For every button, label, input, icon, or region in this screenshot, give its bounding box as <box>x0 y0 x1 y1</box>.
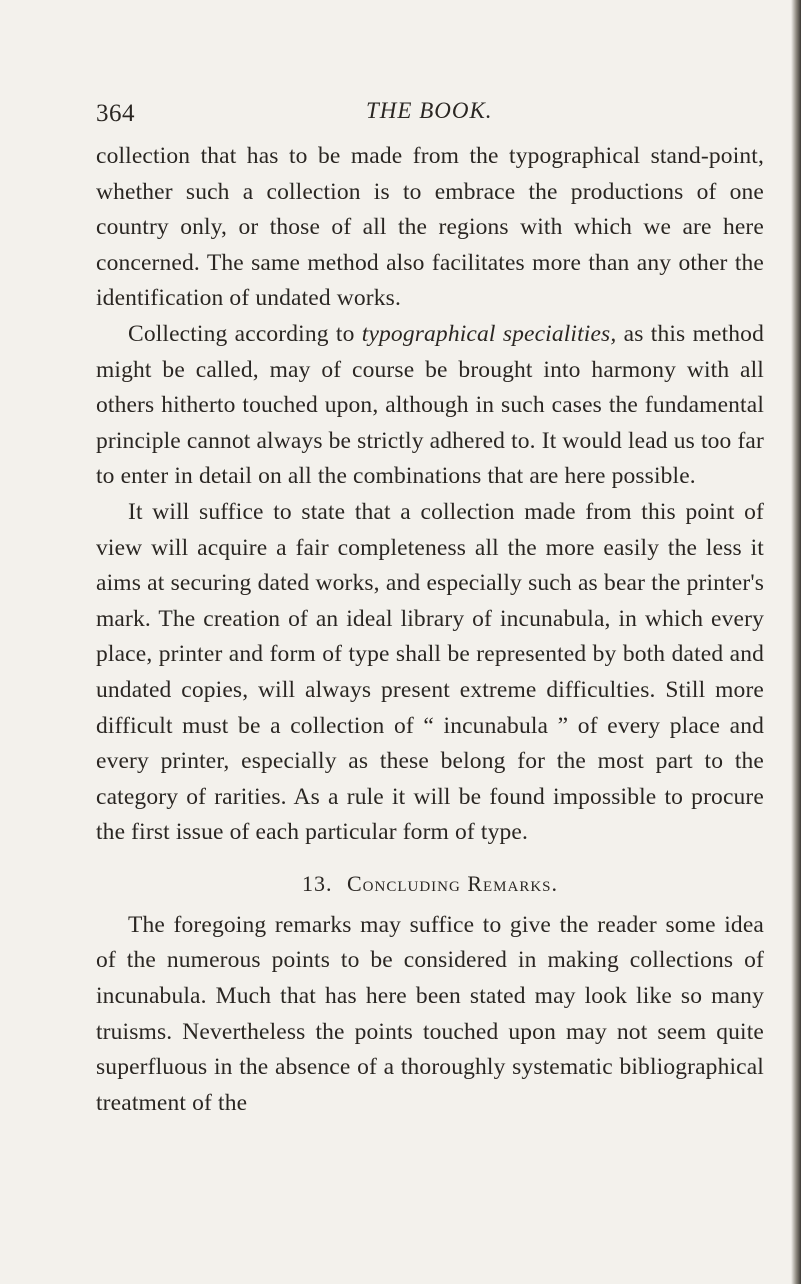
page-header <box>96 98 764 130</box>
section-title: Concluding Remarks. <box>346 870 559 896</box>
section-heading <box>96 869 764 899</box>
paragraph-2 <box>96 317 764 495</box>
paragraph-4: The foregoing remarks may suffice to give the reader some idea of the numerous points to be considered in making collections of incunabula. Much that has here been stated may look like so many truisms. Nevertheless the points touched upon may not seem quite superfluous in the absence of a thoroughly systematic bibliographical treatment of the <box>96 911 764 1116</box>
body-text <box>96 139 764 1121</box>
page-edge-shadow <box>791 0 801 1284</box>
paragraph-1: collection that has to be made from the typographical stand-point, whether such a collection is to embrace the productions of one country only, or those of all the regions with which we are here concerned. The same method also facilitates more than any other the identification of undated works. <box>96 143 764 312</box>
paragraph-2-rest: as this method might be called, may of course be brought into harmony with all others hitherto touched upon, although in such cases the fundamental principle cannot always be strictly adhered to. It would lead us too far to enter in detail on all the combinations that are here possible. <box>96 320 764 490</box>
running-head: THE BOOK. <box>366 98 493 123</box>
section-number: 13. <box>301 870 333 896</box>
paragraph-2-start: Collecting according to <box>128 320 362 347</box>
paragraph-3: It will suffice to state that a collection made from this point of view will acquire a fair completeness all the more easily the less it aims at securing dated works, and especially such as bear the printer's mark. The creation of an ideal library of incunabula, in which every place, printer and form of type shall be represented by both dated and undated copies, will always present extreme difficulties. Still more difficult must be a collection of “ incunabula ” of every place and every printer, especially as these belong for the most part to the category of rarities. As a rule it will be found impossible to procure the first issue of each particular form of type. <box>96 498 764 846</box>
page-number: 364 <box>96 100 135 127</box>
paragraph-2-italic: typographical specialities, <box>361 320 617 347</box>
